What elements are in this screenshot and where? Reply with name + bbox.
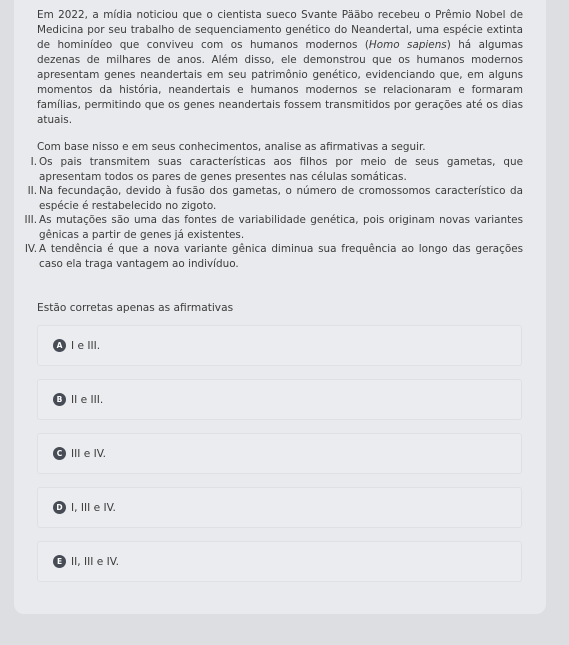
option-b[interactable] <box>37 379 522 420</box>
option-d[interactable] <box>37 487 522 528</box>
option-letter-badge: D <box>53 501 66 514</box>
statement-4: IV. A tendência é que a nova variante gênica diminua sua frequência ao longo das gerações caso ela traga vantagem ao indivíduo. <box>24 243 523 270</box>
statement-1: I. Os pais transmitem suas características aos filhos por meio de seus gametas, que apresentam todos os pares de genes presentes nas células somáticas. <box>30 156 523 183</box>
option-label: II e III. <box>71 393 104 406</box>
option-label: II, III e IV. <box>71 555 119 568</box>
option-letter-badge: B <box>53 393 66 406</box>
option-label: I, III e IV. <box>71 501 116 514</box>
statement-3: III. As mutações são uma das fontes de variabilidade genética, pois originam novas variantes gênicas a partir de genes já existentes. <box>24 214 523 241</box>
option-a[interactable] <box>37 325 522 366</box>
option-letter-badge: A <box>53 339 66 352</box>
option-letter-badge: C <box>53 447 66 460</box>
option-c[interactable] <box>37 433 522 474</box>
option-letter-badge: E <box>53 555 66 568</box>
option-label: III e IV. <box>71 447 106 460</box>
option-label: I e III. <box>71 339 101 352</box>
species-name: Homo sapiens <box>368 39 447 51</box>
question-lead: Com base nisso e em seus conhecimentos, analise as afirmativas a seguir. <box>37 141 426 153</box>
question-context: Em 2022, a mídia noticiou que o cientista sueco Svante Pääbo recebeu o Prêmio Nobel de Medicina por seu trabalho de sequenciamento genético do Neandertal, uma espécie extinta de hominídeo que conviveu com os humanos modernos (Homo sapiens) há algumas dezenas de milhares de anos. Além disso, ele demonstrou que os humanos modernos apresentam genes neandertais em seu patrimônio genético, evidenciando que, em alguns momentos da história, neandertais e humanos modernos se relacionaram e formaram famílias, permitindo que os genes neandertais fossem transmitidos por gerações até os dias atuais. <box>37 9 523 126</box>
statement-2: II. Na fecundação, devido à fusão dos gametas, o número de cromossomos característico da espécie é restabelecido no zigoto. <box>27 185 523 212</box>
option-e[interactable] <box>37 541 522 582</box>
answer-prompt: Estão corretas apenas as afirmativas <box>37 302 234 314</box>
